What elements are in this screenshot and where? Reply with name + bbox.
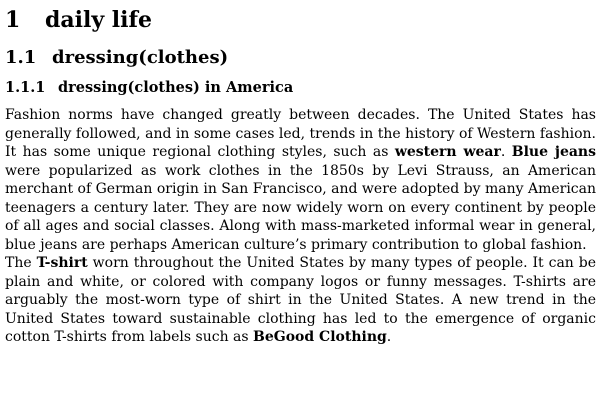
subsection-number: 1.1 [5, 47, 37, 68]
text-run: worn throughout the United States by many types of people. It can be plain and white, or colored with company logos or funny messages. T-shirts are arguably the most-worn type of shirt in the United States. A new trend in the United States toward sustainable clothing has led to the emergence of organic cotton T-shirts from labels such as [5, 255, 596, 345]
text-run: . [386, 329, 392, 345]
subsubsection-number: 1.1.1 [5, 79, 46, 96]
bold-term: western wear [394, 144, 501, 160]
section-number: 1 [5, 7, 21, 33]
subsection-heading [5, 47, 596, 68]
subsection-title: dressing(clothes) [52, 47, 229, 68]
subsubsection-heading [5, 79, 596, 96]
text-run: were popularized as work clothes in the 1850s by Levi Strauss, an American merchant of German origin in San Francisco, and were adopted by many American teenagers a century later. They are now widely worn on every continent by people of all ages and social classes. Along with mass-marketed informal wear in general, blue jeans are perhaps American culture’s primary contribution to global fashion. [5, 162, 597, 253]
text-run: . [500, 144, 512, 160]
section-title: daily life [45, 7, 152, 33]
bold-term: Blue jeans [511, 144, 596, 160]
paragraph-fashion-norms [5, 106, 596, 254]
text-run: The [5, 255, 37, 271]
subsubsection-title: dressing(clothes) in America [58, 79, 294, 96]
section-heading [5, 7, 596, 33]
bold-term: T-shirt [36, 255, 88, 271]
text-run: Fashion norms have changed greatly between decades. The United States has generally followed, and in some cases led, trends in the history of Western fashion. It has some unique regional clothing styles, such as [5, 107, 596, 160]
bold-term: BeGood Clothing [253, 329, 387, 345]
paragraph-tshirt [5, 254, 596, 347]
